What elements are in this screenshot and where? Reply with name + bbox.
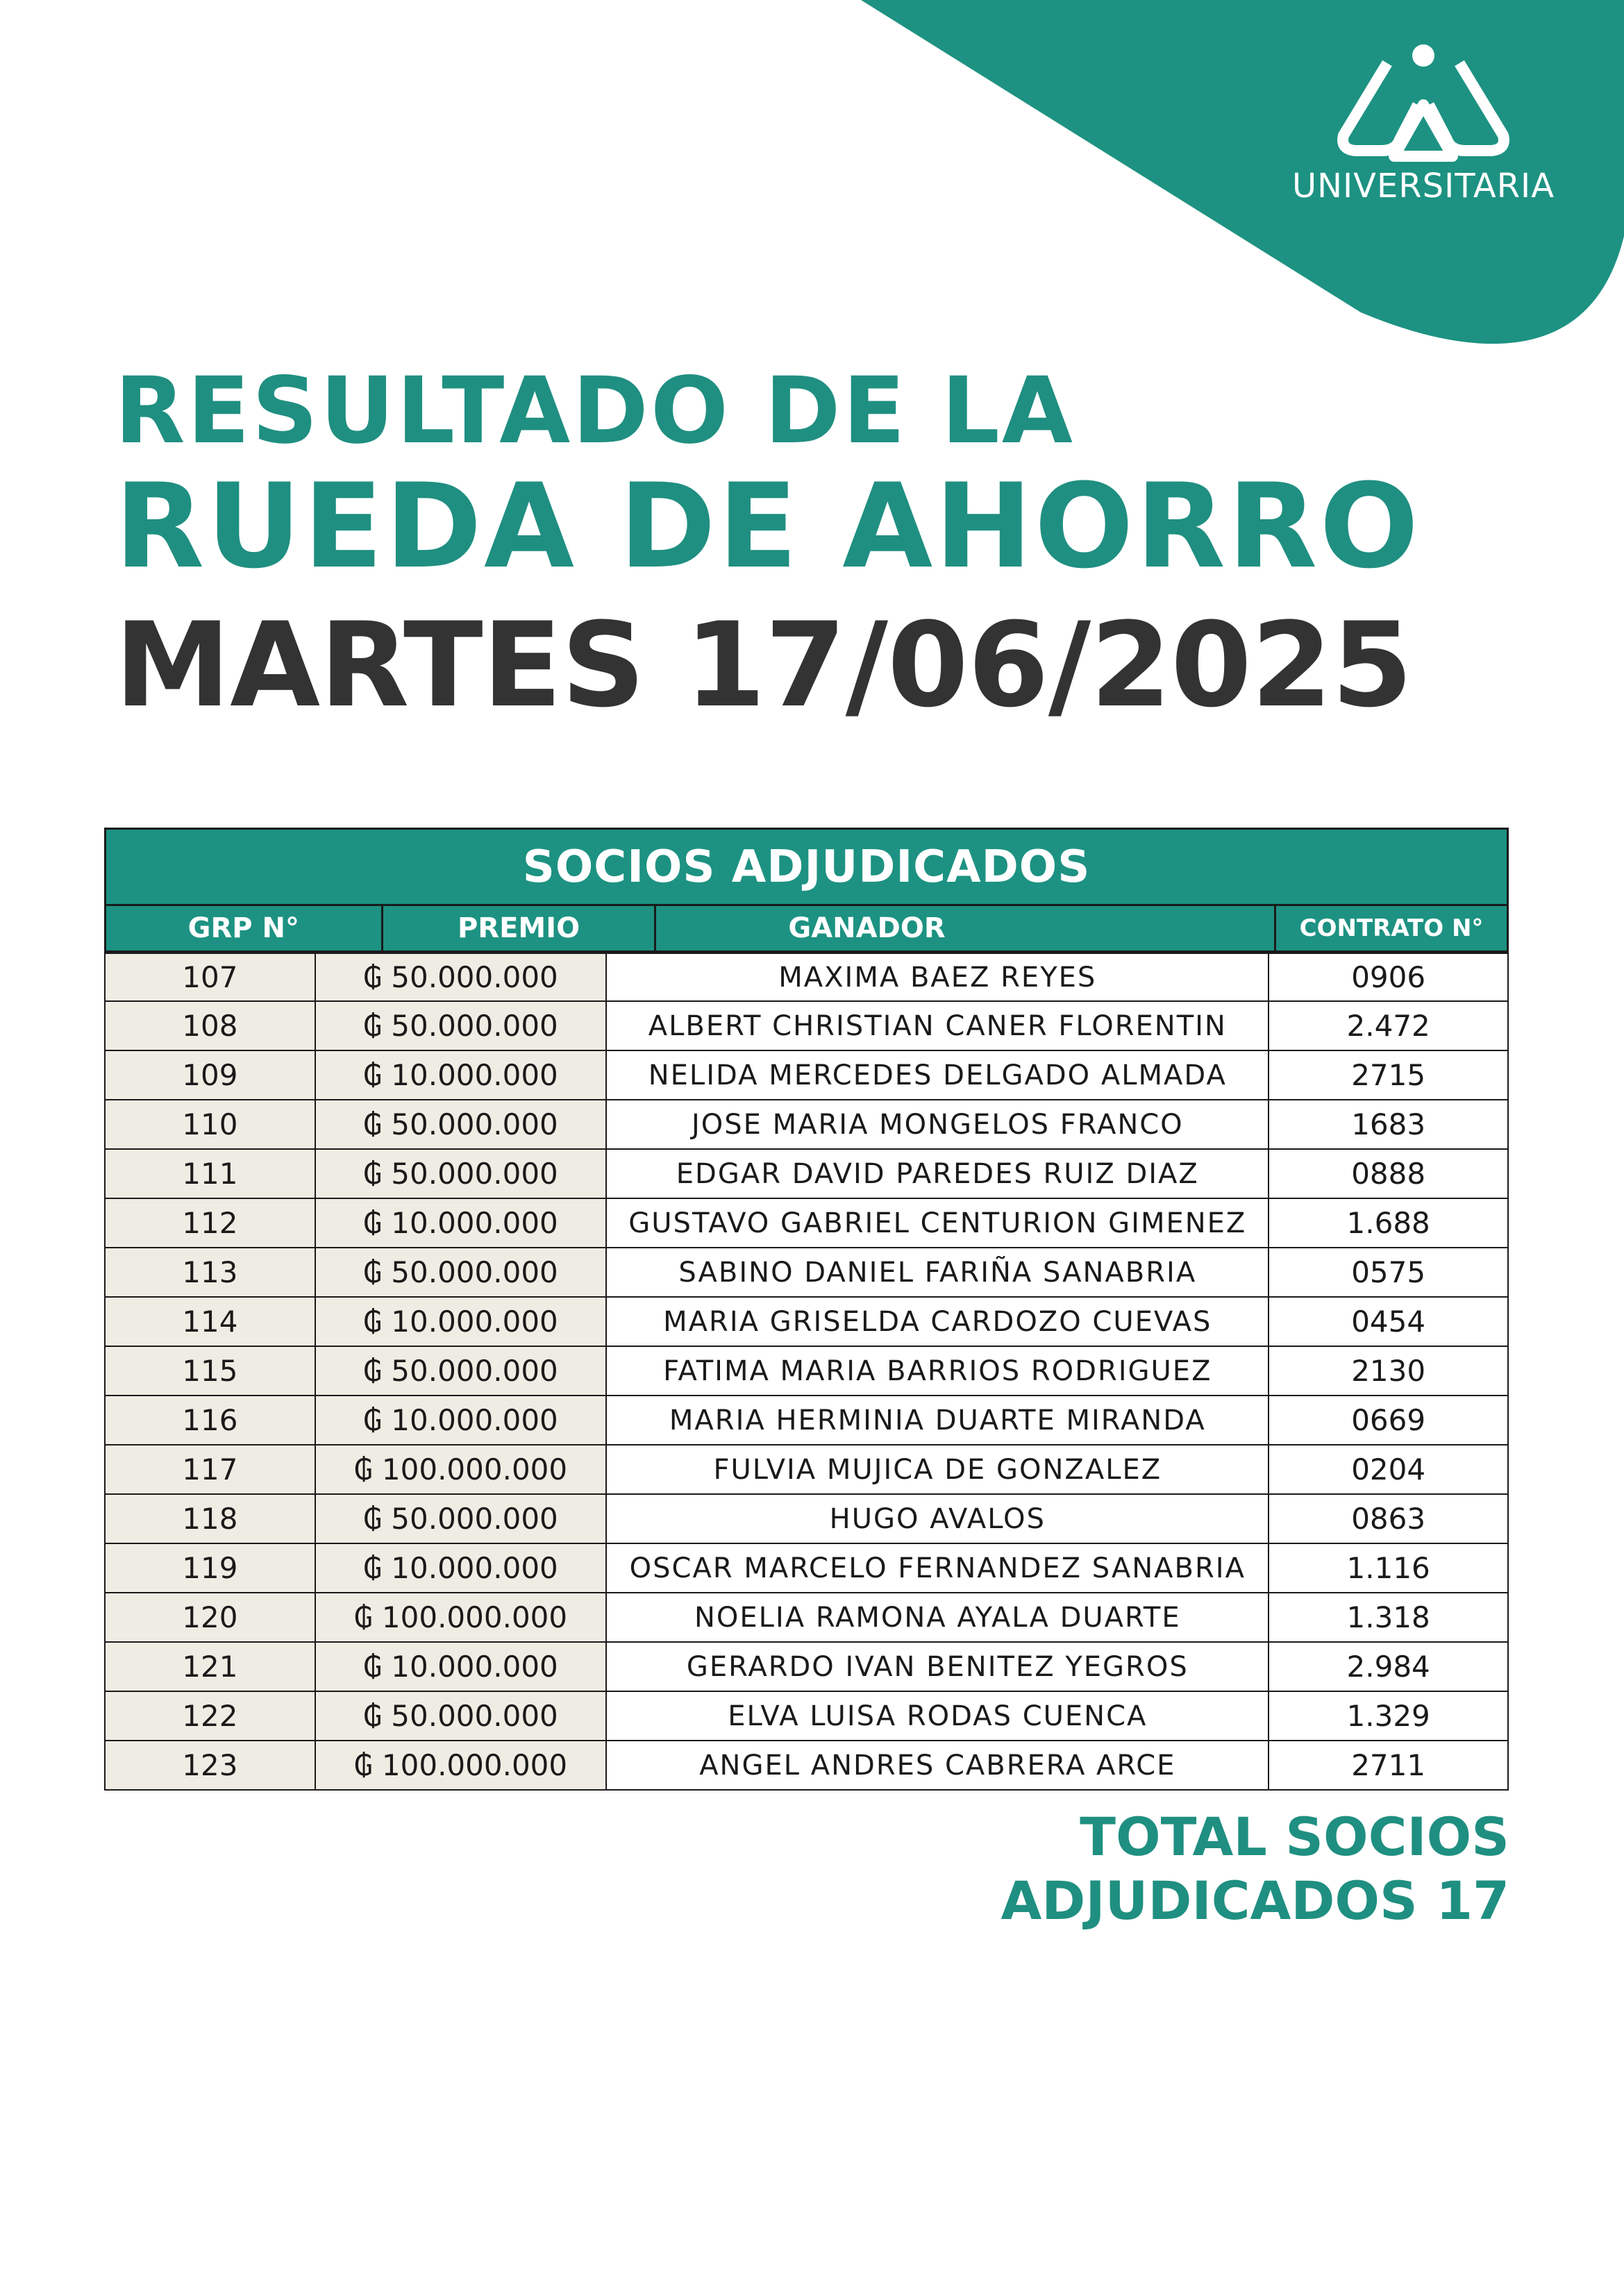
- cell-ganador: ELVA LUISA RODAS CUENCA: [607, 1692, 1269, 1740]
- cell-premio: ₲ 100.000.000: [316, 1593, 608, 1641]
- col-grp-header: GRP N°: [106, 906, 383, 950]
- cell-ganador: MARIA HERMINIA DUARTE MIRANDA: [607, 1396, 1269, 1444]
- cell-ganador: FATIMA MARIA BARRIOS RODRIGUEZ: [607, 1347, 1269, 1395]
- cell-grp: 108: [106, 1002, 316, 1050]
- cell-contrato: 0888: [1269, 1150, 1509, 1198]
- cell-premio: ₲ 100.000.000: [316, 1741, 608, 1789]
- cell-grp: 117: [106, 1446, 316, 1493]
- cell-contrato: 0204: [1269, 1446, 1509, 1493]
- cell-premio: ₲ 100.000.000: [316, 1446, 608, 1493]
- cell-contrato: 0906: [1269, 954, 1509, 1000]
- col-premio-header: PREMIO: [383, 906, 657, 950]
- cell-grp: 119: [106, 1544, 316, 1592]
- table-heading: SOCIOS ADJUDICADOS: [104, 828, 1509, 904]
- total-line-1: TOTAL SOCIOS: [1080, 1806, 1509, 1868]
- table-row: [106, 1396, 1509, 1446]
- cell-contrato: 1.318: [1269, 1593, 1509, 1641]
- table-column-headers: [104, 904, 1509, 953]
- table-row: [106, 1248, 1509, 1298]
- cell-grp: 110: [106, 1100, 316, 1148]
- table-row: [106, 1298, 1509, 1347]
- cell-premio: ₲ 50.000.000: [316, 954, 608, 1000]
- cell-contrato: 1683: [1269, 1100, 1509, 1148]
- cell-ganador: ALBERT CHRISTIAN CANER FLORENTIN: [607, 1002, 1269, 1050]
- table-row: [106, 1150, 1509, 1199]
- table-row: [106, 1495, 1509, 1544]
- cell-grp: 114: [106, 1298, 316, 1346]
- table-row: [106, 1643, 1509, 1692]
- cell-contrato: 2.472: [1269, 1002, 1509, 1050]
- cell-ganador: OSCAR MARCELO FERNANDEZ SANABRIA: [607, 1544, 1269, 1592]
- table-row: [106, 1051, 1509, 1100]
- total-summary: [1001, 1805, 1509, 1933]
- cell-grp: 118: [106, 1495, 316, 1543]
- title-date: MARTES 17/06/2025: [115, 597, 1412, 733]
- cell-premio: ₲ 10.000.000: [316, 1051, 608, 1099]
- table-row: [106, 1692, 1509, 1741]
- cell-premio: ₲ 50.000.000: [316, 1347, 608, 1395]
- cell-ganador: ANGEL ANDRES CABRERA ARCE: [607, 1741, 1269, 1789]
- cell-premio: ₲ 50.000.000: [316, 1495, 608, 1543]
- total-line-2: ADJUDICADOS 17: [1001, 1870, 1509, 1932]
- cell-premio: ₲ 50.000.000: [316, 1248, 608, 1296]
- table-row: [106, 953, 1509, 1002]
- cell-grp: 111: [106, 1150, 316, 1198]
- table-row: [106, 1593, 1509, 1643]
- cell-premio: ₲ 10.000.000: [316, 1199, 608, 1247]
- socios-table: [104, 828, 1509, 1791]
- cell-grp: 120: [106, 1593, 316, 1641]
- cell-contrato: 1.116: [1269, 1544, 1509, 1592]
- cell-contrato: 1.688: [1269, 1199, 1509, 1247]
- cell-grp: 115: [106, 1347, 316, 1395]
- table-row: [106, 1741, 1509, 1791]
- cell-grp: 122: [106, 1692, 316, 1740]
- cell-contrato: 2715: [1269, 1051, 1509, 1099]
- cell-contrato: 1.329: [1269, 1692, 1509, 1740]
- cell-ganador: HUGO AVALOS: [607, 1495, 1269, 1543]
- cell-grp: 109: [106, 1051, 316, 1099]
- cell-ganador: JOSE MARIA MONGELOS FRANCO: [607, 1100, 1269, 1148]
- cell-ganador: FULVIA MUJICA DE GONZALEZ: [607, 1446, 1269, 1493]
- table-row: [106, 1002, 1509, 1051]
- cell-premio: ₲ 50.000.000: [316, 1150, 608, 1198]
- cell-contrato: 0669: [1269, 1396, 1509, 1444]
- table-row: [106, 1347, 1509, 1396]
- table-row: [106, 1446, 1509, 1495]
- cell-ganador: EDGAR DAVID PAREDES RUIZ DIAZ: [607, 1150, 1269, 1198]
- table-row: [106, 1544, 1509, 1593]
- cell-premio: ₲ 50.000.000: [316, 1002, 608, 1050]
- cell-contrato: 2711: [1269, 1741, 1509, 1789]
- table-row: [106, 1100, 1509, 1150]
- cell-ganador: NELIDA MERCEDES DELGADO ALMADA: [607, 1051, 1269, 1099]
- cell-ganador: SABINO DANIEL FARIÑA SANABRIA: [607, 1248, 1269, 1296]
- cell-contrato: 0863: [1269, 1495, 1509, 1543]
- cell-grp: 123: [106, 1741, 316, 1789]
- cell-grp: 121: [106, 1643, 316, 1691]
- title-line-1: RESULTADO DE LA: [115, 358, 1075, 464]
- cell-contrato: 0575: [1269, 1248, 1509, 1296]
- cell-contrato: 0454: [1269, 1298, 1509, 1346]
- cell-ganador: MARIA GRISELDA CARDOZO CUEVAS: [607, 1298, 1269, 1346]
- cell-grp: 116: [106, 1396, 316, 1444]
- cell-ganador: GUSTAVO GABRIEL CENTURION GIMENEZ: [607, 1199, 1269, 1247]
- cell-grp: 107: [106, 954, 316, 1000]
- table-body: [104, 953, 1509, 1791]
- cell-premio: ₲ 10.000.000: [316, 1298, 608, 1346]
- cell-premio: ₲ 10.000.000: [316, 1643, 608, 1691]
- cell-contrato: 2.984: [1269, 1643, 1509, 1691]
- table-row: [106, 1199, 1509, 1248]
- brand-name: UNIVERSITARIA: [1291, 167, 1555, 206]
- cell-ganador: NOELIA RAMONA AYALA DUARTE: [607, 1593, 1269, 1641]
- cell-ganador: GERARDO IVAN BENITEZ YEGROS: [607, 1643, 1269, 1691]
- cell-contrato: 2130: [1269, 1347, 1509, 1395]
- col-contrato-header: CONTRATO N°: [1299, 914, 1484, 942]
- cell-premio: ₲ 10.000.000: [316, 1544, 608, 1592]
- title-line-2: RUEDA DE AHORRO: [115, 458, 1421, 594]
- cell-ganador: MAXIMA BAEZ REYES: [607, 954, 1269, 1000]
- cell-premio: ₲ 50.000.000: [316, 1692, 608, 1740]
- cell-grp: 113: [106, 1248, 316, 1296]
- cell-premio: ₲ 10.000.000: [316, 1396, 608, 1444]
- cell-grp: 112: [106, 1199, 316, 1247]
- cell-premio: ₲ 50.000.000: [316, 1100, 608, 1148]
- col-ganador-header: GANADOR: [656, 906, 1276, 950]
